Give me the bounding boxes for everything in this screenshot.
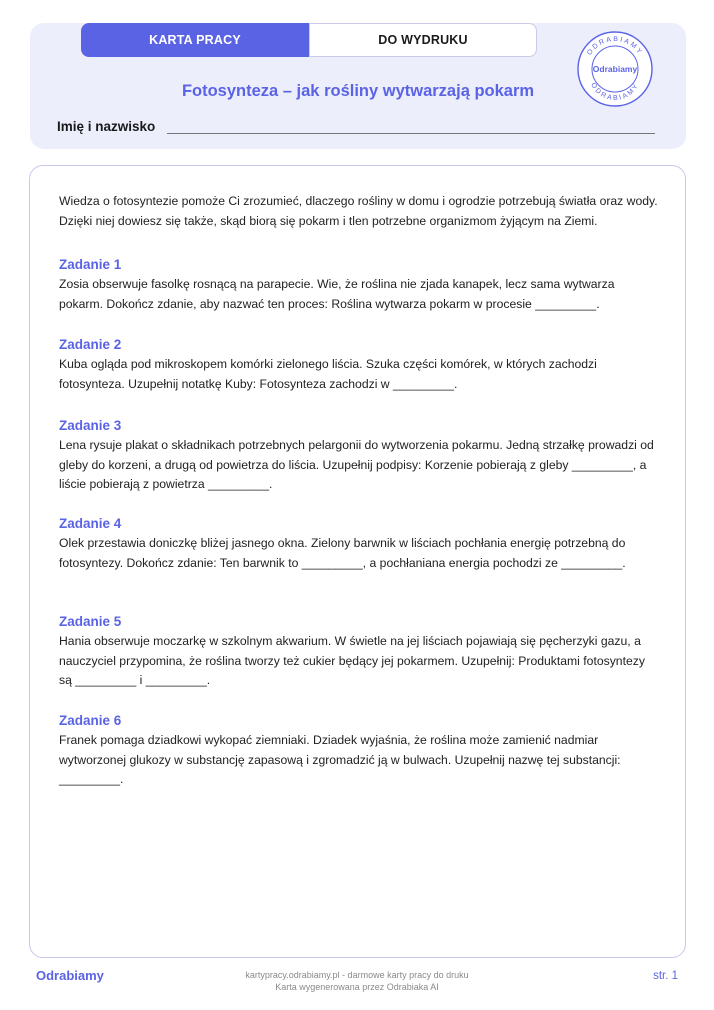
- task-title: Zadanie 5: [59, 614, 122, 629]
- task-1: [59, 257, 659, 314]
- seal-ring-top: ODRABIAMY: [586, 35, 644, 57]
- task-body: Zosia obserwuje fasolkę rosnącą na parapecie. Wie, że roślina nie zjada kanapek, lecz sama wytwarza pokarm. Dokończ zdanie, aby nazwać ten proces: Roślina wytwarza pokarm w procesie _________.: [59, 277, 615, 311]
- header-tabs: [81, 23, 538, 57]
- task-body: Lena rysuje plakat o składnikach potrzebnych pelargonii do wytworzenia pokarmu. Jedną strzałkę prowadzi od gleby do korzeni, a drugą od powietrza do liścia. Uzupełnij podpisy: Korzenie pobierają z gleby _________, a liście pobierają z powietrza _________.: [59, 438, 654, 491]
- footer-site-line: kartypracy.odrabiamy.pl - darmowe karty pracy do druku: [245, 970, 469, 980]
- tab-karta-pracy[interactable]: KARTA PRACY: [81, 23, 309, 57]
- task-3: [59, 418, 659, 495]
- page-title: Fotosynteza – jak rośliny wytwarzają pokarm: [181, 82, 535, 100]
- task-title: Zadanie 4: [59, 516, 122, 531]
- task-6: [59, 713, 659, 790]
- seal-center-text: Odrabiamy: [592, 64, 638, 74]
- page-number: str. 1: [653, 970, 678, 982]
- task-4: [59, 516, 659, 573]
- task-title: Zadanie 3: [59, 418, 122, 433]
- footer-brand: Odrabiamy: [36, 968, 104, 983]
- seal-ring-bottom: ODRABIAMY: [589, 81, 641, 103]
- tab-do-wydruku[interactable]: DO WYDRUKU: [309, 23, 537, 57]
- intro-text: Wiedza o fotosyntezie pomoże Ci zrozumieć, dlaczego rośliny w domu i ogrodzie potrzebują światła oraz wody. Dzięki niej dowiesz się także, skąd biorą się pokarm i tlen potrzebne organizmom żyjącym na Ziemi.: [59, 194, 658, 228]
- task-title: Zadanie 6: [59, 713, 122, 728]
- worksheet-content: [29, 165, 686, 958]
- task-body: Hania obserwuje moczarkę w szkolnym akwarium. W świetle na jej liściach pojawiają się pęcherzyki gazu, a nauczyciel przypomina, że roślina tworzy też cukier będący jej pokarmem. Uzupełnij: Produktami fotosyntezy są _________ i _________.: [59, 634, 645, 687]
- worksheet-header: [30, 23, 686, 149]
- task-body: Olek przestawia doniczkę bliżej jasnego okna. Zielony barwnik w liściach pochłania energię potrzebną do fotosyntezy. Dokończ zdanie: Ten barwnik to _________, a pochłaniana energia pochodzi ze _________.: [59, 536, 626, 570]
- footer-info: [0, 969, 714, 993]
- task-title: Zadanie 1: [59, 257, 122, 272]
- task-title: Zadanie 2: [59, 337, 122, 352]
- name-field-line[interactable]: [167, 133, 655, 134]
- task-body: Franek pomaga dziadkowi wykopać ziemniaki. Dziadek wyjaśnia, że roślina może zamienić nadmiar wytworzonej glukozy w substancję zapasową i zgromadzić ją w bulwach. Uzupełnij nazwę tej substancji: _________.: [59, 733, 621, 786]
- task-body: Kuba ogląda pod mikroskopem komórki zielonego liścia. Szuka części komórek, w których zachodzi fotosynteza. Uzupełnij notatkę Kuby: Fotosynteza zachodzi w _________.: [59, 357, 597, 391]
- task-5: [59, 614, 659, 691]
- task-2: [59, 337, 659, 394]
- footer-generated-line: Karta wygenerowana przez Odrabiaka AI: [275, 982, 439, 992]
- name-label: Imię i nazwisko: [57, 119, 156, 134]
